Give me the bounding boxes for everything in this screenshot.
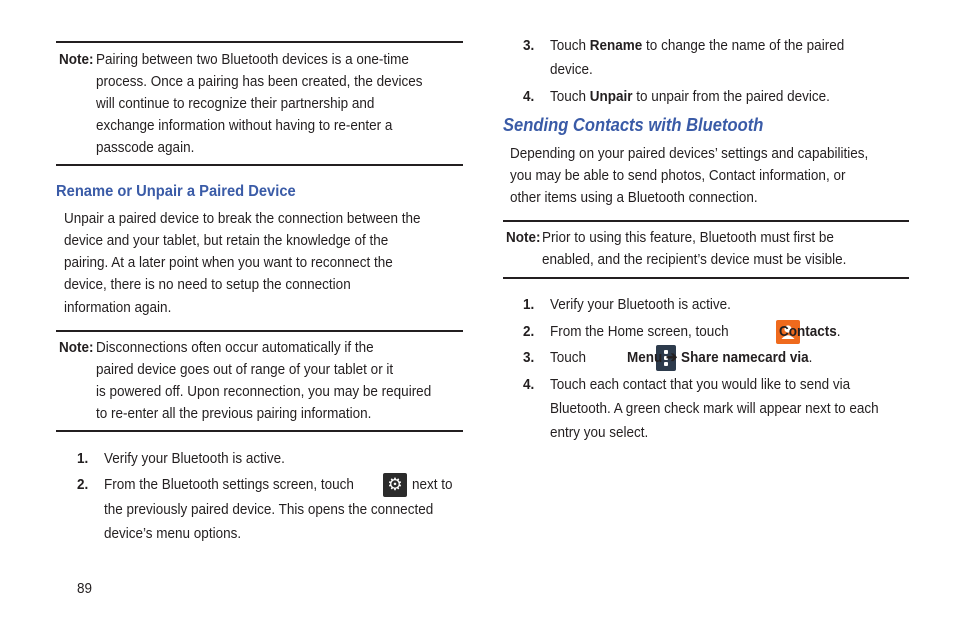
left-step-2-number: 2. (77, 476, 89, 493)
note1-bottom-rule (56, 164, 463, 166)
note3-line-1: Prior to using this feature, Bluetooth must first be (542, 229, 834, 246)
sending-para-line-3: other items using a Bluetooth connection. (510, 189, 758, 206)
right-step-4-line-3: entry you select. (550, 424, 649, 441)
rename-para-line-4: device, there is no need to setup the connection (64, 276, 351, 293)
right-step-2-number: 2. (523, 323, 535, 340)
note2-line-3: is powered off. Upon reconnection, you may be required (96, 383, 432, 400)
note3-top-rule (503, 220, 909, 222)
note1-line-3: will continue to recognize their partnership and (96, 95, 375, 112)
note1-line-2: process. Once a pairing has been created, the devices (96, 73, 423, 90)
note2-line-1: Disconnections often occur automatically if the (96, 339, 374, 356)
right-step-3-pre: Touch (550, 349, 587, 366)
left-step-2-text-post: next to (412, 476, 453, 493)
right-step-2-pre: From the Home screen, touch (550, 323, 729, 340)
note2-line-4: to re-enter all the previous pairing information. (96, 405, 372, 422)
left-step-2-line-3: device’s menu options. (104, 525, 242, 542)
right-step-4-number: 4. (523, 376, 535, 393)
right-step-2-post: . (836, 323, 841, 340)
sending-para-line-1: Depending on your paired devices’ settings and capabilities, (510, 145, 869, 162)
settings-gear-icon: ⚙ (383, 473, 407, 497)
rename-para-line-3: pairing. At a later point when you want to reconnect the (64, 254, 393, 271)
right-step-1-number: 1. (523, 296, 535, 313)
note2-label: Note: (59, 339, 94, 356)
left-step-1-text: Verify your Bluetooth is active. (104, 450, 285, 467)
section-heading-rename-unpair: Rename or Unpair a Paired Device (56, 183, 296, 200)
section-heading-sending-contacts: Sending Contacts with Bluetooth (503, 115, 764, 135)
left-step-2-line-2: the previously paired device. This opens the connected (104, 501, 434, 518)
right-step-4-line-1: Touch each contact that you would like to send via (550, 376, 851, 393)
right-step-3-post: . (808, 349, 813, 366)
right-top-step-3-pre: Touch (550, 37, 587, 54)
sending-para-line-2: you may be able to send photos, Contact information, or (510, 167, 846, 184)
page-number: 89 (77, 580, 93, 597)
right-step-3-menu-path (627, 347, 812, 369)
unpair-keyword: Unpair (589, 88, 633, 105)
left-step-2-text-pre: From the Bluetooth settings screen, touch (104, 476, 354, 493)
note2-line-2: paired device goes out of range of your tablet or it (96, 361, 394, 378)
right-top-step-4-pre: Touch (550, 88, 587, 105)
note3-line-2: enabled, and the recipient’s device must be visible. (542, 251, 847, 268)
right-step-4-line-2: Bluetooth. A green check mark will appear next to each (550, 400, 879, 417)
right-top-step-4-line (550, 86, 830, 108)
note2-top-rule (56, 330, 463, 332)
right-step-2-contacts (779, 321, 841, 343)
right-top-step-3-post: to change the name of the paired (646, 37, 845, 54)
right-step-3-number: 3. (523, 349, 535, 366)
note1-top-rule (56, 41, 463, 43)
left-step-1-number: 1. (77, 450, 89, 467)
note2-bottom-rule (56, 430, 463, 432)
menu-share-namecard-keyword: Menu ➔ Share namecard via (627, 349, 809, 366)
right-top-step-4-number: 4. (523, 88, 535, 105)
note1-line-5: passcode again. (96, 139, 195, 156)
rename-para-line-1: Unpair a paired device to break the connection between the (64, 210, 421, 227)
note1-line-1: Pairing between two Bluetooth devices is a one-time (96, 51, 409, 68)
rename-keyword: Rename (589, 37, 643, 54)
rename-para-line-5: information again. (64, 299, 172, 316)
contacts-keyword: Contacts (779, 323, 837, 340)
right-top-step-4-post: to unpair from the paired device. (636, 88, 830, 105)
right-top-step-3-number: 3. (523, 37, 535, 54)
right-top-step-3-line-1 (550, 35, 844, 57)
note1-label: Note: (59, 51, 94, 68)
note1-line-4: exchange information without having to re-enter a (96, 117, 393, 134)
rename-para-line-2: device and your tablet, but retain the knowledge of the (64, 232, 389, 249)
right-step-1-text: Verify your Bluetooth is active. (550, 296, 731, 313)
note3-bottom-rule (503, 277, 909, 279)
note3-label: Note: (506, 229, 541, 246)
right-top-step-3-line-2: device. (550, 61, 593, 78)
